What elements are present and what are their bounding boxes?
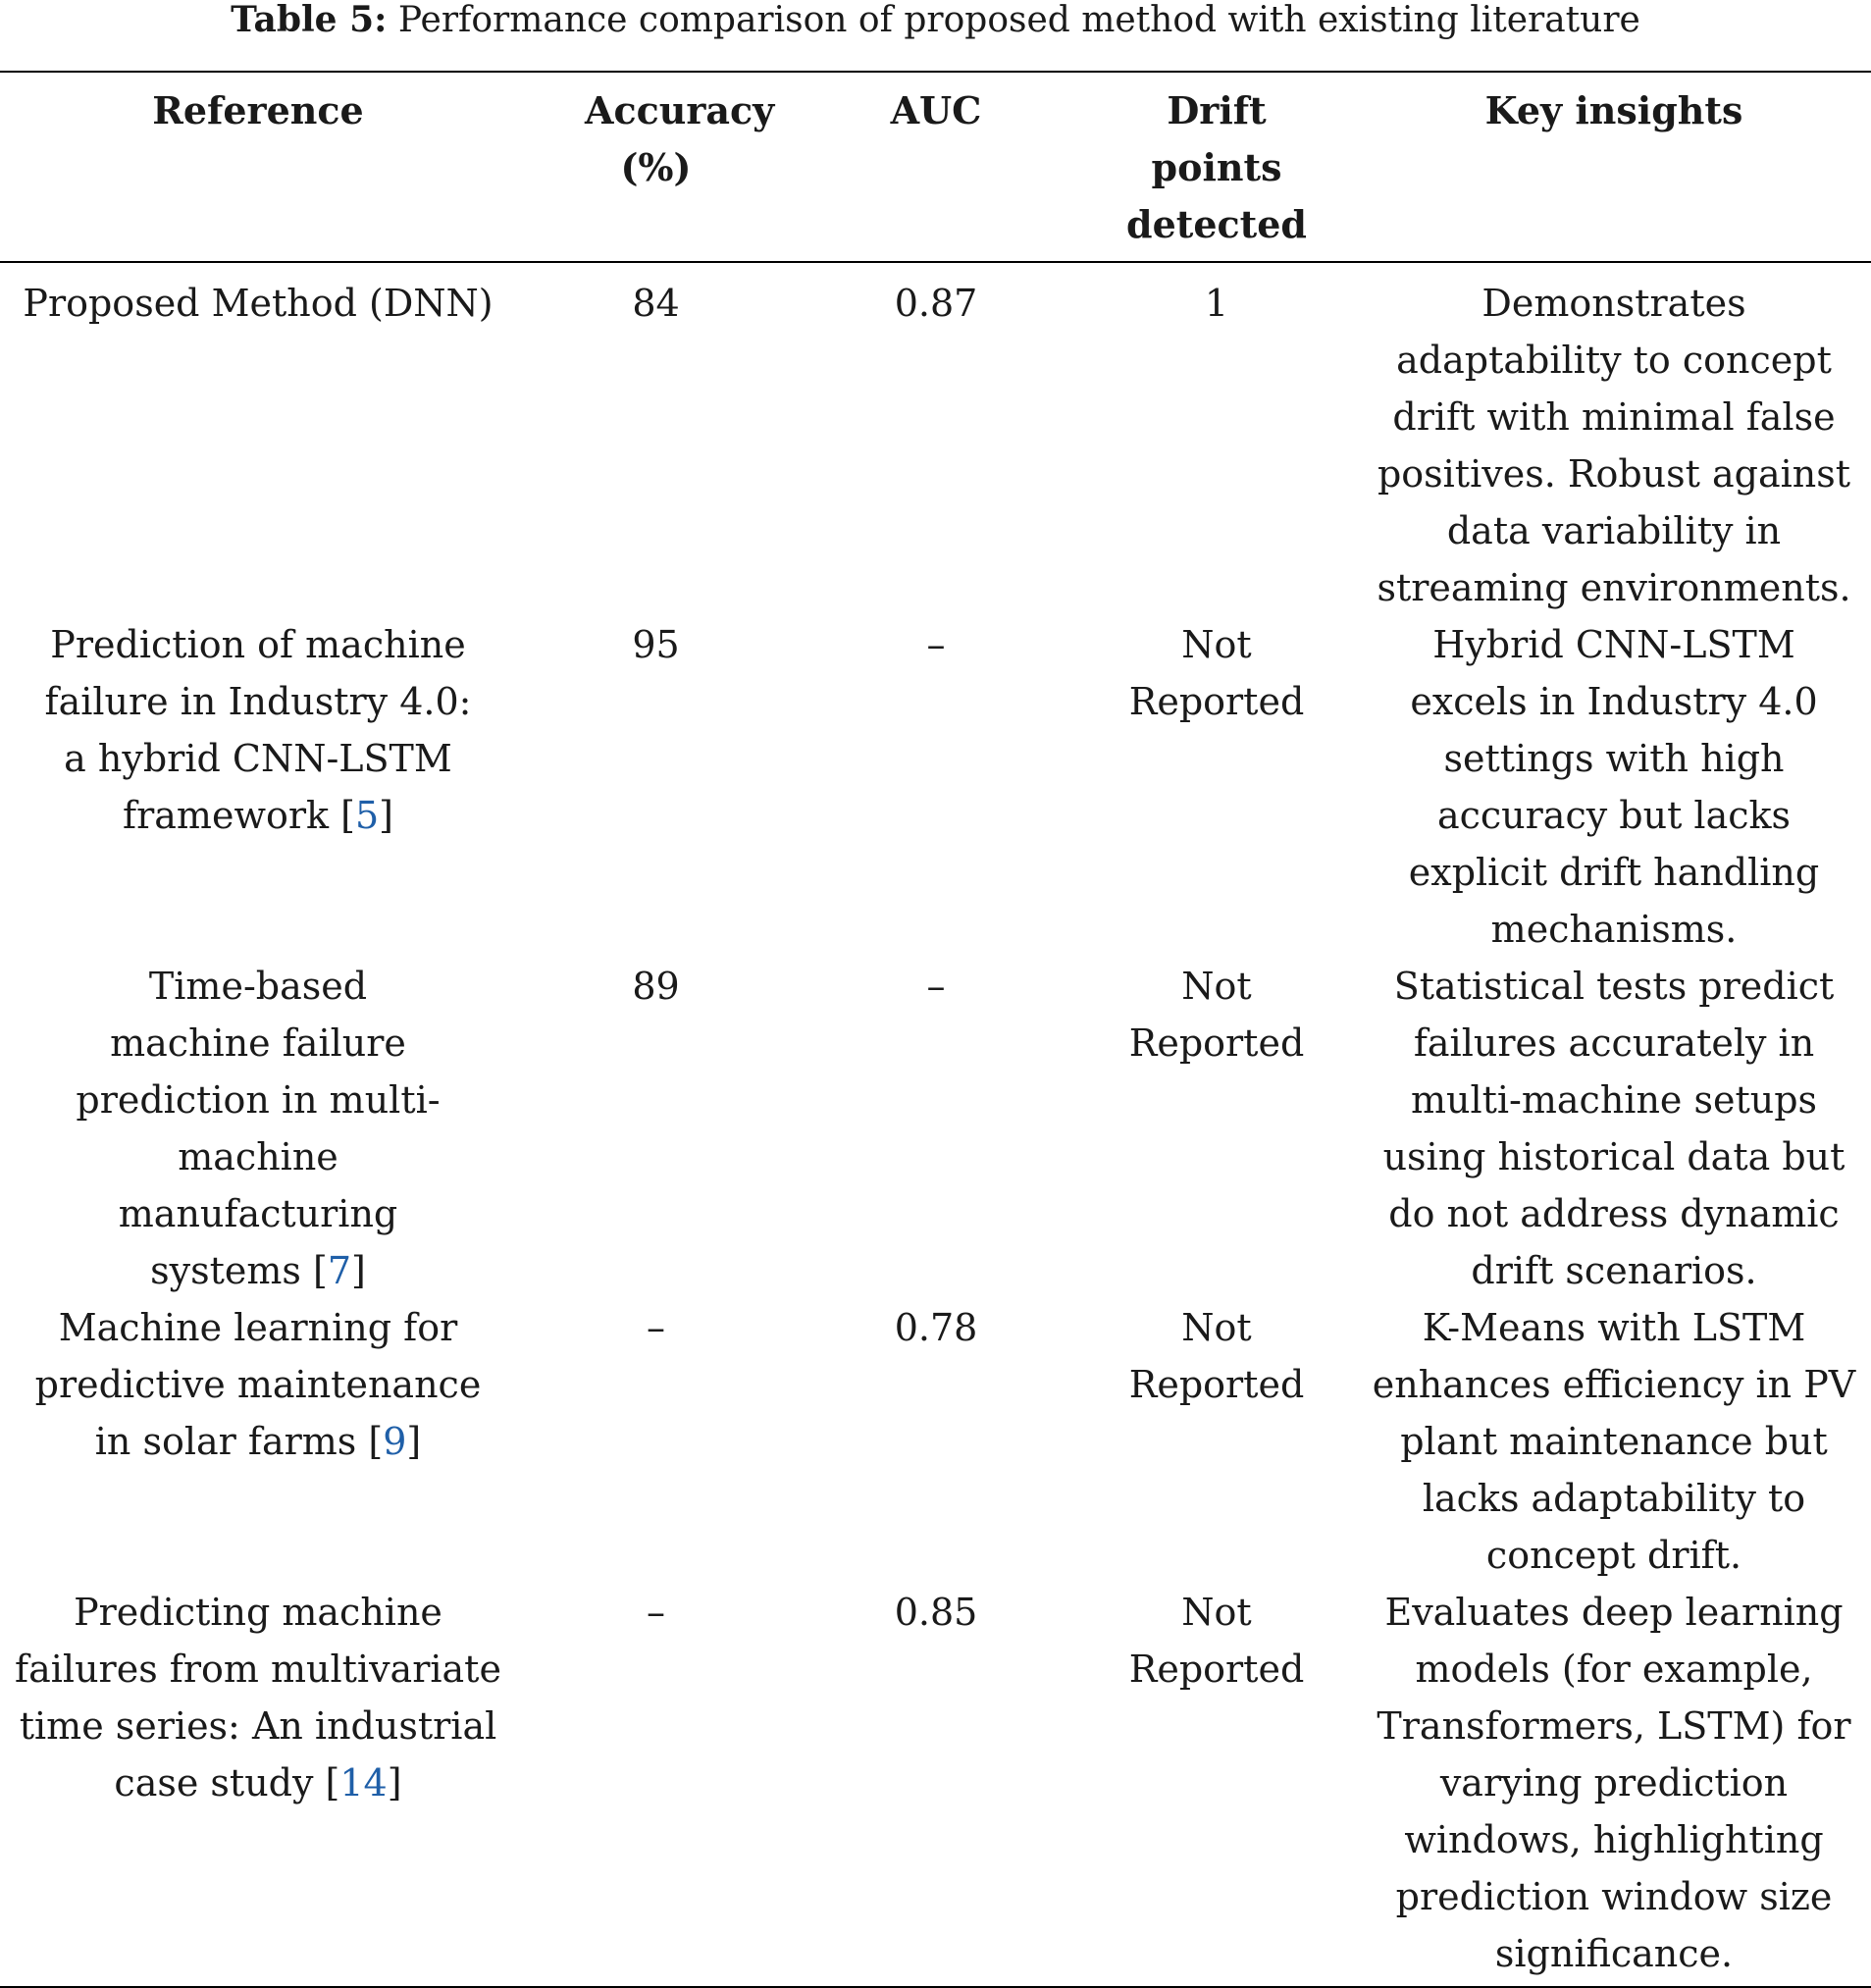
header-accuracy: Accuracy (%) xyxy=(585,88,775,189)
reference-cell xyxy=(0,262,516,616)
reference-title: Predicting machine failures from multivariate time series: An industrial case study xyxy=(15,1591,501,1805)
drift-cell: Not Reported xyxy=(1128,965,1305,1065)
table-row xyxy=(0,958,1871,1299)
auc-cell: 0.78 xyxy=(894,1306,978,1349)
caption-text: Performance comparison of proposed method with existing literature xyxy=(397,0,1640,40)
header-reference: Reference xyxy=(152,88,364,132)
table-row xyxy=(0,616,1871,958)
auc-cell: – xyxy=(926,623,946,666)
citation-link[interactable]: 5 xyxy=(354,794,380,837)
reference-cell: Predicting machine failures from multivariate time series: An industrial case study [14] xyxy=(15,1591,501,1805)
reference-title: Machine learning for predictive maintenance in solar farms xyxy=(34,1306,482,1463)
citation-link[interactable]: 7 xyxy=(327,1249,352,1292)
header-auc: AUC xyxy=(890,88,982,132)
auc-cell: 0.85 xyxy=(894,1591,978,1634)
insights-cell: Hybrid CNN-LSTM excels in Industry 4.0 settings with high accuracy but lacks explicit drift handling mechanisms. xyxy=(1408,623,1820,951)
citation-link[interactable]: 14 xyxy=(339,1761,388,1805)
table-caption xyxy=(0,0,1871,39)
insights-cell: Demonstrates adaptability to concept drift with minimal false positives. Robust against data variability in streaming environments. xyxy=(1377,282,1851,609)
drift-cell: Not Reported xyxy=(1128,1591,1305,1691)
auc-cell: 0.87 xyxy=(894,282,978,325)
drift-cell: 1 xyxy=(1204,282,1229,325)
insights-cell: K-Means with LSTM enhances efficiency in PV plant maintenance but lacks adaptability to concept drift. xyxy=(1372,1306,1856,1577)
reference-cell: Machine learning for predictive maintenance in solar farms [9] xyxy=(34,1306,482,1463)
reference-title: Proposed Method (DNN) xyxy=(23,282,494,325)
insights-cell: Statistical tests predict failures accurately in multi-machine setups using historical data but do not address dynamic drift scenarios. xyxy=(1382,965,1845,1292)
insights-cell: Evaluates deep learning models (for example, Transformers, LSTM) for varying prediction windows, highlighting prediction window size significance. xyxy=(1377,1591,1851,1975)
accuracy-cell: 89 xyxy=(632,965,680,1008)
table-row xyxy=(0,262,1871,616)
table-body xyxy=(0,262,1871,1987)
comparison-table xyxy=(0,71,1871,1988)
header-row xyxy=(0,72,1871,262)
table-row xyxy=(0,1299,1871,1584)
table-row xyxy=(0,1584,1871,1987)
auc-cell: – xyxy=(926,965,946,1008)
reference-cell: Prediction of machine failure in Industry 4.0: a hybrid CNN-LSTM framework [5] xyxy=(44,623,472,837)
accuracy-cell: – xyxy=(647,1306,665,1349)
accuracy-cell: 95 xyxy=(632,623,680,666)
drift-cell: Not Reported xyxy=(1128,623,1305,723)
reference-cell: Time-based machine failure prediction in multi-machine manufacturing systems [7] xyxy=(76,965,441,1292)
caption-label: Table 5: xyxy=(231,0,388,40)
reference-title: Time-based machine failure prediction in multi-machine manufacturing systems xyxy=(76,965,441,1292)
citation-link[interactable]: 9 xyxy=(383,1420,407,1463)
header-drift: Drift points detected xyxy=(1126,88,1307,246)
table-header xyxy=(0,72,1871,262)
header-insights: Key insights xyxy=(1484,88,1743,132)
accuracy-cell: – xyxy=(647,1591,665,1634)
drift-cell: Not Reported xyxy=(1128,1306,1305,1406)
accuracy-cell: 84 xyxy=(632,282,680,325)
reference-title: Prediction of machine failure in Industry 4.0: a hybrid CNN-LSTM framework xyxy=(44,623,472,837)
